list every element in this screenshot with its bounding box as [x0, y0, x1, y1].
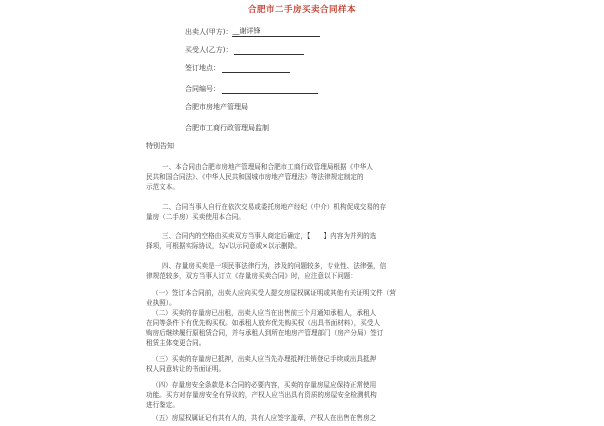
- contract-no-field: [185, 84, 318, 94]
- body-line: 择项，可根据实际协议，勾√以示同意或×以示删除。: [146, 242, 301, 250]
- buyer-blank: [234, 46, 304, 55]
- body-line: 购房后继续履行原租赁合同，并与承租人到所在地房产管理部门（房产分局）签订: [146, 329, 384, 337]
- contract-no-label: 合同编号：: [185, 85, 220, 93]
- seller-label: 出卖人(甲方)：: [185, 28, 233, 36]
- sign-place-label: 签订地点：: [185, 64, 220, 72]
- seller-value: __谢详锋: [232, 26, 320, 37]
- notice-title: 特别告知: [146, 142, 174, 150]
- body-line: （五）房屋权属证记有共有人的，共有人应签字盖章，产权人在出售在售房之: [152, 414, 377, 422]
- contract-no-blank: [222, 85, 318, 94]
- body-line: 量房（二手房）买卖使用本合同。: [146, 213, 245, 221]
- sign-place-blank: [222, 64, 290, 73]
- body-line: 业执照）。: [146, 299, 176, 307]
- body-line: 三、合同内的空格由买卖双方当事人商定后确定，【 】内容为并列的选: [162, 232, 377, 240]
- body-line: 租赁主体变更合同。: [146, 339, 206, 347]
- body-line: 在同等条件下有优先购买权。如承租人放弃优先购买权（出具书面材料），买受人: [146, 319, 381, 327]
- buyer-field: [185, 45, 304, 55]
- body-line: 示范文本。: [146, 183, 179, 191]
- body-line: （一）签订本合同前，出卖人应向买受人提交房屋权属证明或其他有关证明文件（营: [152, 289, 396, 297]
- body-line: 权人同意转让的书面证明。: [146, 365, 226, 373]
- seller-field: [185, 26, 320, 37]
- sign-place-field: [185, 63, 290, 73]
- body-line: 二、合同当事人自行在依次交易或委托房地产经纪（中介）机构促成交易的存: [162, 203, 387, 211]
- body-line: 民共和国合同法》、《中华人民共和国城市房地产管理法》等法律规定制定的: [146, 173, 364, 181]
- body-line: 功能。买方对存量房安全有异议的，产权人应当出具有资质的房屋安全检测机构: [146, 391, 377, 399]
- issuer-1: 合肥市房地产管理局: [185, 103, 248, 111]
- buyer-label: 买受人(乙方)：: [185, 46, 233, 54]
- body-line: 进行鉴定。: [146, 401, 179, 409]
- body-line: 四、存量房买卖是一项民事法律行为，涉及的问题较多，专业性、法律强，信: [162, 262, 387, 270]
- issuer-2: 合肥市工商行政管理局监制: [185, 124, 269, 132]
- body-line: （二）买卖的存量房已出租，出卖人应当在出售前三个月通知承租人，承租人: [152, 309, 377, 317]
- body-line: （三）买卖的存量房已抵押，出卖人应当先办理抵押注销登记手续或出具抵押: [152, 355, 377, 363]
- body-line: 一、本合同由合肥市房地产管理局和合肥市工商行政管理局根据《中华人: [162, 163, 373, 171]
- body-line: 律规范较多，双方当事人订立《存量房买卖合同》时，应注意以下问题：: [146, 272, 357, 280]
- body-line: （四）存量房安全条款是本合同的必要内容，买卖的存量房屋应保持正常使用: [152, 381, 377, 389]
- document-title: 合肥市二手房买卖合同样本: [247, 5, 356, 15]
